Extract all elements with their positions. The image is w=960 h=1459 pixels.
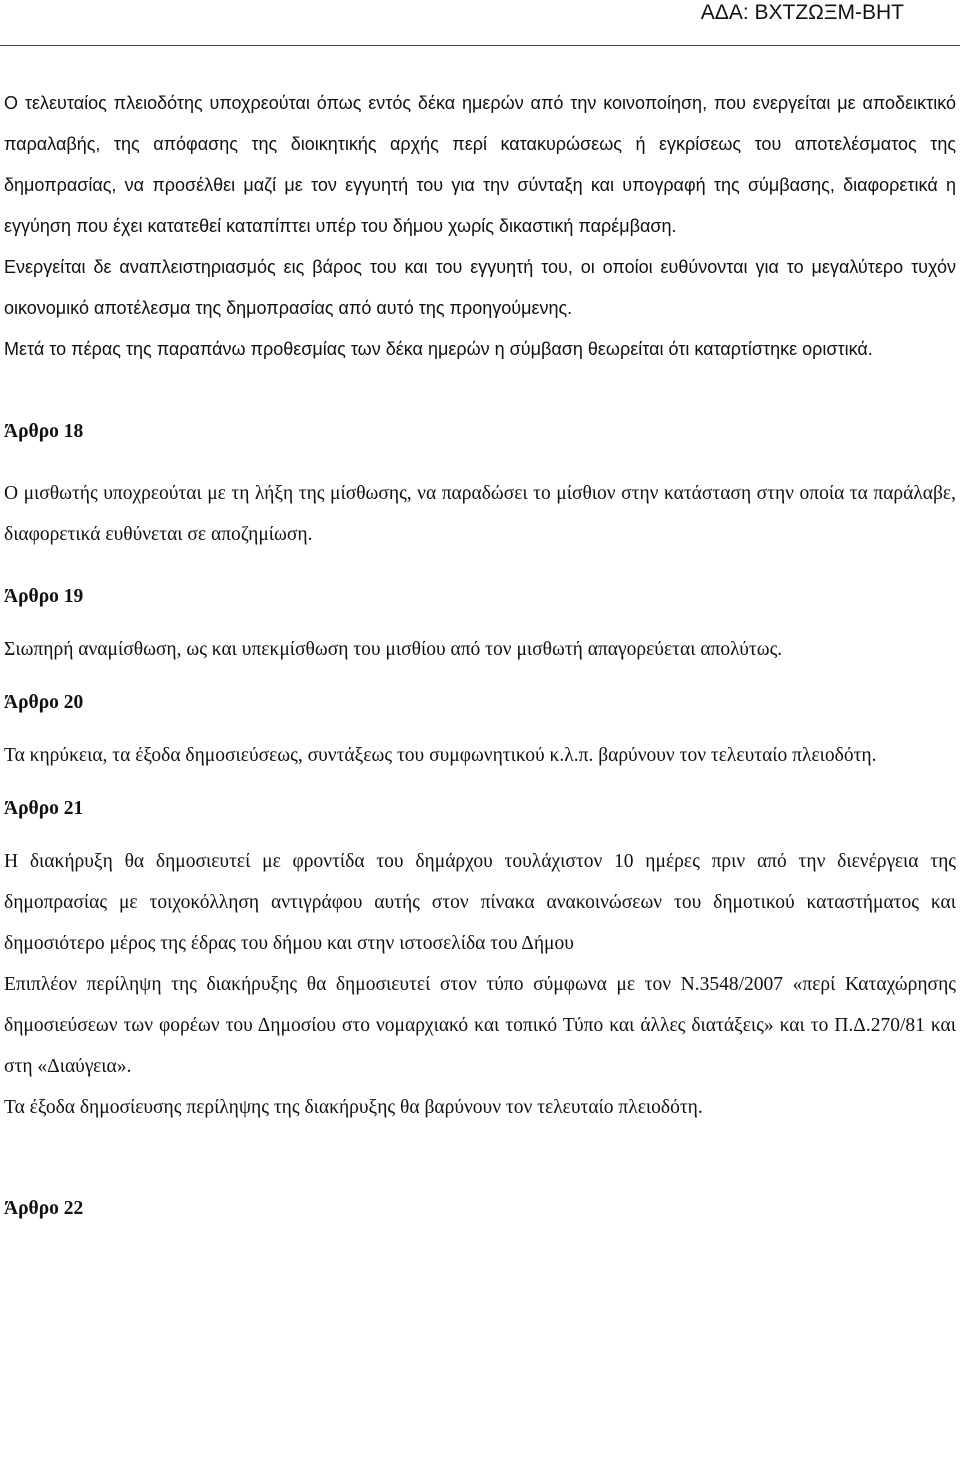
article-21-title: Άρθρο 21 [4, 798, 84, 819]
article-21-text-publication: Η διακήρυξη θα δημοσιευτεί με φροντίδα του δημάρχου τουλάχιστον 10 ημέρες πριν από την διενέργεια της δημοπρασίας με τοιχοκόλληση αντιγράφου αυτής στον πίνακα ανακοινώσεων του δημοτικού καταστήματος και δημοσιότερο μέρος της έδρας του δήμου και στην ιστοσελίδα του Δήμου [4, 851, 956, 954]
article-19-text: Σιωπηρή αναμίσθωση, ως και υπεκμίσθωση του μισθίου από τον μισθωτή απαγορεύεται απολύτως. [4, 639, 783, 660]
spacer [4, 776, 956, 788]
spacer [4, 670, 956, 682]
spacer [4, 555, 956, 576]
spacer [4, 829, 956, 841]
article-18-text: Ο μισθωτής υποχρεούται με τη λήξη της μίσθωσης, να παραδώσει το μίσθιον στην κατάσταση στην οποία τα παράλαβε, διαφορετικά ευθύνεται σε αποζημίωση. [4, 483, 956, 545]
article-19-title: Άρθρο 19 [4, 586, 84, 607]
spacer [4, 723, 956, 735]
article-20-title: Άρθρο 20 [4, 692, 84, 713]
spacer [4, 370, 956, 411]
paragraph-obligation: Ο τελευταίος πλειοδότης υποχρεούται όπως εντός δέκα ημερών από την κοινοποίηση, που ενεργείται με αποδεικτικό παραλαβής, της απόφασης της διοικητικής αρχής περί κατακυρώσεως ή εγκρίσεως του αποτελέσματος της δημοπρασίας, να προσέλθει μαζί με τον εγγυητή του για την σύνταξη και υπογραφή της σύμβασης, διαφορετικά η εγγύηση που έχει κατατεθεί καταπίπτει υπέρ του δήμου χωρίς δικαστική παρέμβαση. [4, 93, 956, 236]
paragraph-contract-final: Μετά το πέρας της παραπάνω προθεσμίας των δέκα ημερών η σύμβαση θεωρείται ότι καταρτίστηκε οριστικά. [4, 339, 873, 359]
article-21-text-press: Επιπλέον περίληψη της διακήρυξης θα δημοσιευτεί στον τύπο σύμφωνα με τον Ν.3548/2007 «περί Καταχώρησης δημοσιεύσεων των φορέων του Δημοσίου στο νομαρχιακό και τοπικό Τύπο και άλλες διατάξεις» και το Π.Δ.270/81 και στη «Διαύγεια». [4, 974, 956, 1077]
paragraph-reauction: Ενεργείται δε αναπλειστηριασμός εις βάρος του και του εγγυητή του, οι οποίοι ευθύνονται για το μεγαλύτερο τυχόν οικονομικό αποτέλεσμα της δημοπρασίας από αυτό της προηγούμενης. [4, 257, 956, 318]
ada-code: ΑΔΑ: ΒΧΤΖΩΞΜ-ΒΗΤ [700, 1, 904, 24]
header-divider [0, 45, 960, 46]
article-21-text-costs: Τα έξοδα δημοσίευσης περίληψης της διακήρυξης θα βαρύνουν τον τελευταίο πλειοδότη. [4, 1097, 703, 1118]
spacer [4, 617, 956, 629]
document-body [4, 83, 956, 1229]
spacer [4, 1128, 956, 1188]
article-22-title: Άρθρο 22 [4, 1198, 84, 1219]
spacer [4, 452, 956, 473]
article-20-text: Τα κηρύκεια, τα έξοδα δημοσιεύσεως, συντάξεως του συμφωνητικού κ.λ.π. βαρύνουν τον τελευταίο πλειοδότη. [4, 745, 877, 766]
article-18-title: Άρθρο 18 [4, 421, 84, 442]
